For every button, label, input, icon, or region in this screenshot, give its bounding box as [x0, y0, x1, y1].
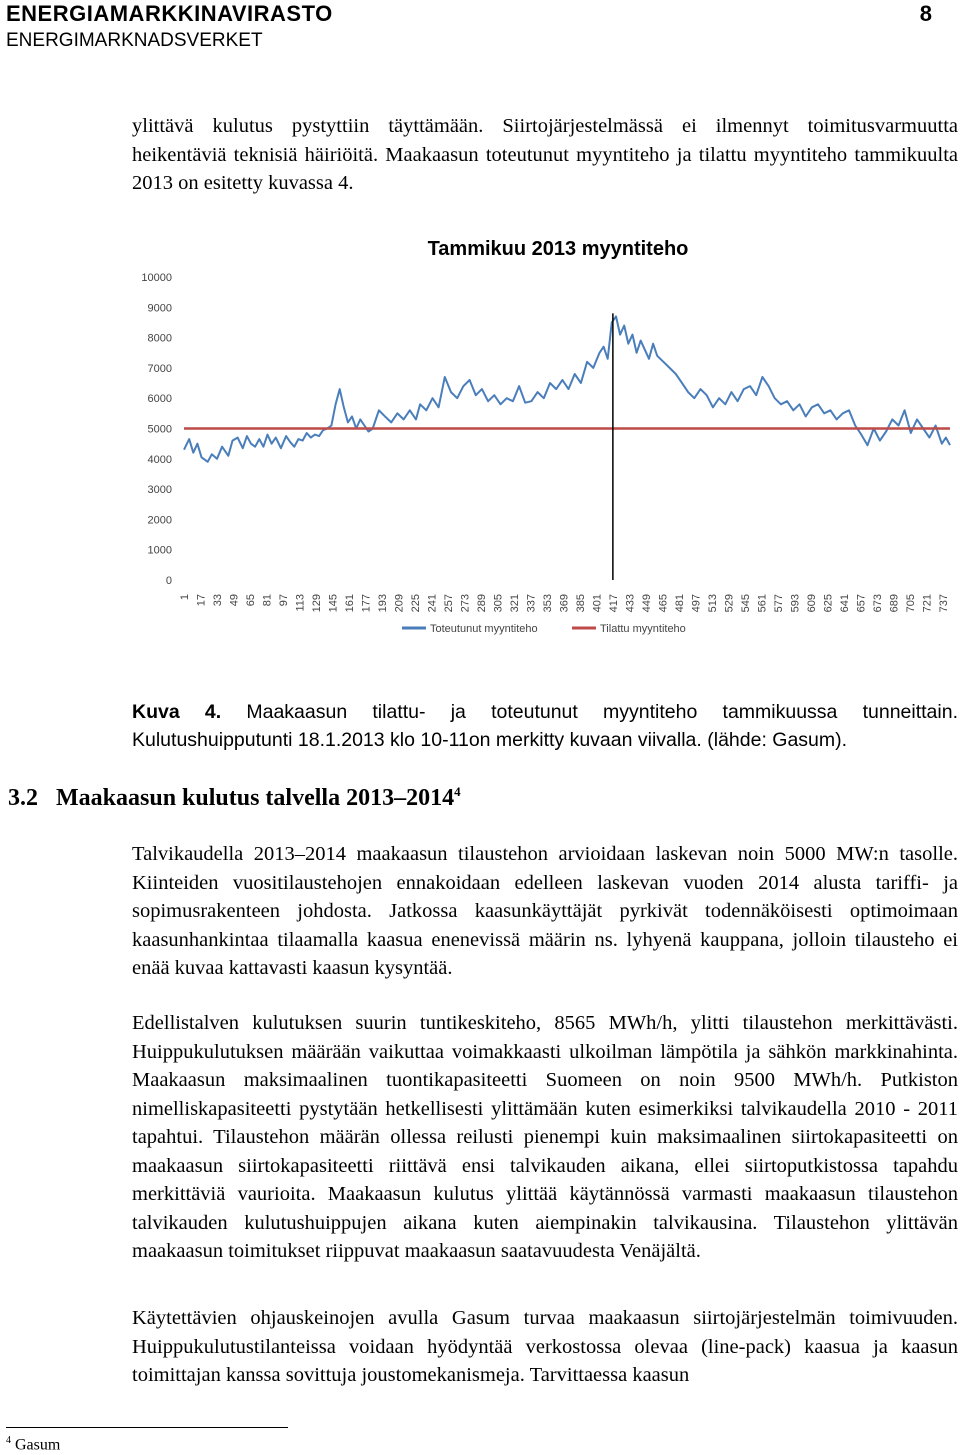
- chart-legend: [402, 623, 686, 635]
- x-tick-label: 561: [756, 594, 769, 613]
- y-tick-label: 1000: [147, 544, 172, 557]
- x-tick-label: 433: [624, 594, 637, 613]
- x-tick-label: 641: [838, 594, 851, 613]
- x-tick-label: 225: [409, 594, 422, 613]
- header-org-fi: ENERGIAMARKKINAVIRASTO: [6, 1, 333, 26]
- header-org-sv: ENERGIMARKNADSVERKET: [6, 30, 263, 51]
- y-tick-label: 6000: [147, 393, 172, 406]
- paragraph-3: Käytettävien ohjauskeinojen avulla Gasum turvaa maakaasun siirtojärjestelmän toimivuuden. Huippukulutustilanteissa voidaan hyödyntää verkostossa olevaa (line-pack) kaasua ja kaasun toimittajan kanssa sovittuja joustomekanismeja. Tarvittaessa kaasun: [132, 1307, 958, 1386]
- chart-title: Tammikuu 2013 myyntiteho: [427, 238, 689, 260]
- footnote-divider: [6, 1427, 288, 1428]
- x-tick-label: 465: [657, 594, 670, 613]
- x-tick-label: 337: [525, 594, 538, 613]
- paragraph-2: Edellistalven kulutuksen suurin tuntikeskiteho, 8565 MWh/h, ylitti tilaustehon merkittävästi. Huippukulutuksen määrään vaikuttaa voimakkaasti ulkoilman lämpötila ja sähkön markkinahinta. Maakaasun maksimaalinen tuontikapasiteetti Suomeen on noin 9500 MWh/h. Putkiston nimelliskapasiteetti pystytään hetkellisesti ylittämään kuten esimerkiksi talvikaudella 2010 - 2011 tapahtui. Tilaustehon määrän ollessa reilusti pienempi kuin maksimaalinen siirtokapasiteetti on maakaasun siirtokapasiteetti riittävä ensi talvikauden aikana, ellei siirtoputkistossa tapahdu merkittäviä vaurioita. Maakaasun kulutus ylittää käytännössä varmasti maakaasun tilaustehon talvikauden kulutushuippujen aikana kuten aiempinakin talvikausina. Tilaustehon ylittävän maakaasun toimitukset riippuvat maakaasun saatavuudesta Venäjältä.: [132, 1012, 958, 1262]
- x-tick-label: 481: [673, 594, 686, 613]
- x-tick-label: 257: [442, 594, 455, 613]
- paragraph-1: Talvikaudella 2013–2014 maakaasun tilaustehon arvioidaan laskevan noin 5000 MW:n tasolle. Kiinteiden vuositilaustehojen ennakoidaan edelleen laskevan vuoden 2014 alusta tariffi- ja sopimusrakenteen johdosta. Jatkossa kaasunkäyttäjät pyrkivät todennäköisesti optimoimaan kaasunhankintaa tilaamalla kaasua enenevissä määrin ns. lyhyenä kauppana, jolloin tilausteho ei enää kuvaa kattavasti kaasun kysyntää.: [132, 843, 958, 979]
- x-tick-label: 577: [772, 594, 785, 613]
- x-tick-label: 113: [294, 594, 307, 612]
- y-tick-label: 3000: [147, 484, 172, 497]
- x-tick-label: 17: [195, 594, 208, 607]
- y-tick-label: 8000: [147, 332, 172, 345]
- x-tick-label: 289: [475, 594, 488, 613]
- y-tick-label: 0: [165, 575, 172, 587]
- x-tick-label: 385: [574, 594, 587, 613]
- section-title: Maakaasun kulutus talvella 2013–2014: [56, 785, 455, 811]
- y-tick-label: 10000: [141, 272, 172, 284]
- figure-caption: [132, 698, 958, 754]
- intro-paragraph: ylittävä kulutus pystyttiin täyttämään. Siirtojärjestelmässä ei ilmennyt toimitusvarmuutta heikentäviä teknisiä häiriöitä. Maakaasun toteutunut myyntiteho ja tilattu myyntiteho tammikuulta 2013 on esitetty kuvassa 4.: [132, 115, 958, 194]
- x-tick-label: 161: [343, 594, 356, 613]
- x-tick-label: 497: [690, 594, 703, 613]
- x-tick-label: 705: [904, 594, 917, 613]
- x-tick-label: 593: [789, 594, 802, 613]
- x-tick-label: 129: [310, 594, 323, 613]
- y-tick-label: 2000: [147, 514, 172, 527]
- x-tick-label: 545: [739, 594, 752, 613]
- x-tick-label: 33: [211, 594, 224, 607]
- x-tick-label: 737: [937, 594, 950, 613]
- legend-item-tilattu-label: Tilattu myyntiteho: [600, 623, 686, 635]
- x-tick-label: 625: [822, 594, 835, 613]
- section-heading: [8, 784, 461, 812]
- x-tick-label: 673: [871, 594, 884, 613]
- footnote-number: 4: [6, 1435, 11, 1446]
- x-tick-label: 145: [327, 594, 340, 613]
- x-tick-label: 177: [360, 594, 373, 613]
- y-tick-label: 5000: [147, 423, 172, 436]
- section-footnote-ref: 4: [454, 784, 461, 799]
- x-tick-label: 321: [508, 594, 521, 613]
- x-tick-label: 81: [261, 594, 274, 607]
- x-tick-label: 209: [393, 594, 406, 613]
- x-tick-label: 193: [376, 594, 389, 613]
- series-layer: [184, 313, 950, 580]
- y-tick-label: 7000: [147, 362, 172, 375]
- page-number: 8: [919, 1, 932, 26]
- x-tick-label: 1: [179, 594, 191, 601]
- y-axis: [141, 272, 172, 587]
- legend-item-toteutunut-label: Toteutunut myyntiteho: [430, 623, 538, 635]
- y-tick-label: 4000: [147, 453, 172, 466]
- section-number: 3.2: [8, 785, 38, 811]
- x-tick-label: 513: [706, 594, 719, 613]
- x-tick-label: 657: [855, 594, 868, 613]
- x-tick-label: 401: [591, 594, 604, 613]
- y-tick-label: 9000: [147, 302, 172, 315]
- x-tick-label: 305: [492, 594, 505, 613]
- x-tick-label: 273: [459, 594, 472, 613]
- figure-label: Kuva 4.: [132, 701, 222, 723]
- footnote: [6, 1435, 60, 1454]
- x-tick-label: 369: [558, 594, 571, 613]
- footnote-text: Gasum: [15, 1436, 61, 1454]
- x-tick-label: 721: [921, 594, 934, 613]
- sales-power-chart: [140, 228, 955, 640]
- x-tick-label: 49: [228, 594, 241, 607]
- x-tick-label: 689: [888, 594, 901, 613]
- x-tick-label: 353: [541, 594, 554, 613]
- x-tick-label: 241: [426, 594, 439, 613]
- x-tick-label: 529: [723, 594, 736, 613]
- figure-caption-text: Maakaasun tilattu- ja toteutunut myyntiteho tammikuussa tunneittain. Kulutushuipputunti 18.1.2013 klo 10-11on merkitty kuvaan viivalla. (lähde: Gasum).: [132, 701, 959, 751]
- x-tick-label: 609: [805, 594, 818, 613]
- series-toteutunut-line: [184, 316, 950, 461]
- x-tick-label: 417: [607, 594, 620, 613]
- x-tick-label: 97: [277, 594, 290, 607]
- x-tick-label: 449: [640, 594, 653, 613]
- x-tick-label: 65: [244, 594, 257, 607]
- x-axis: [179, 594, 950, 612]
